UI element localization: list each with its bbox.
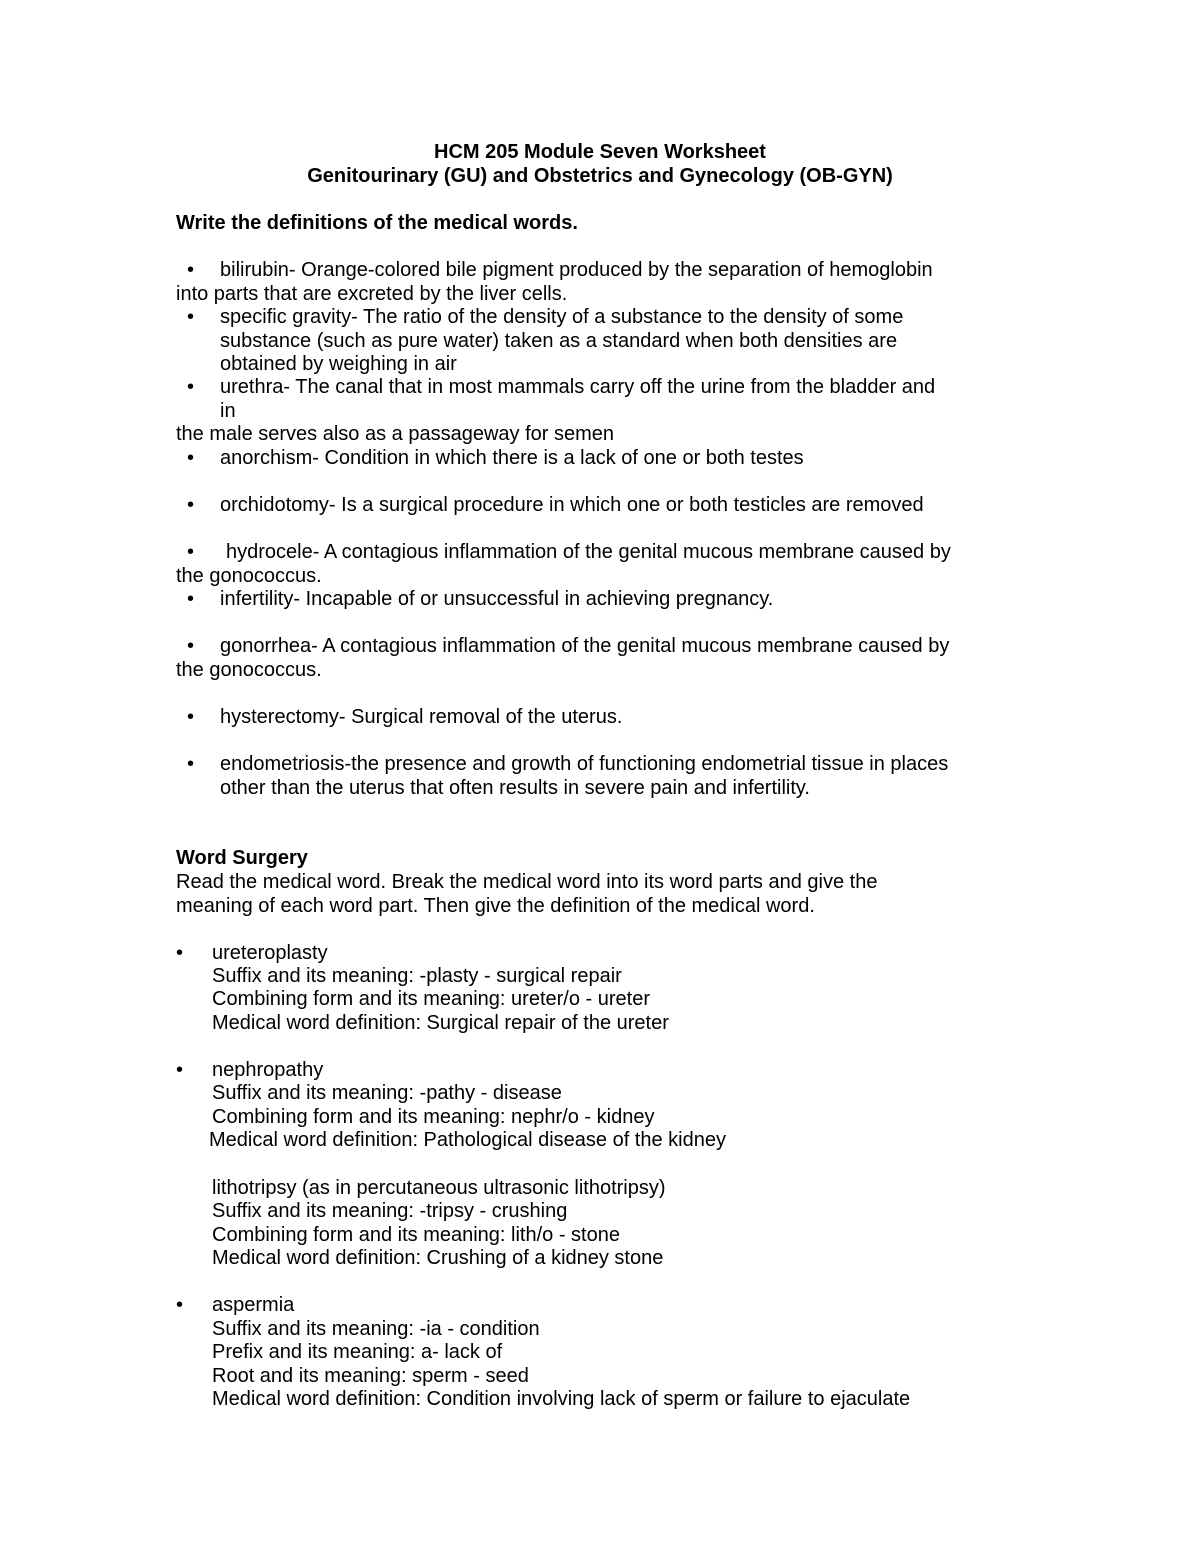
definition-specific-gravity: specific gravity- The ratio of the density of a substance to the density of some [220, 306, 904, 328]
bullet-icon: • [176, 1059, 184, 1081]
definition-anorchism: anorchism- Condition in which there is a lack of one or both testes [220, 447, 804, 469]
definition-hysterectomy: hysterectomy- Surgical removal of the uterus. [220, 706, 623, 728]
word-part-line: Medical word definition: Pathological disease of the kidney [209, 1129, 726, 1151]
bullet-icon: • [187, 635, 195, 657]
word-part-line: Medical word definition: Condition involving lack of sperm or failure to ejaculate [212, 1388, 911, 1410]
bullet-icon: • [176, 1294, 184, 1316]
definition-infertility: infertility- Incapable of or unsuccessful in achieving pregnancy. [220, 588, 774, 610]
bullet-icon: • [187, 706, 195, 728]
word-part-line: Medical word definition: Crushing of a kidney stone [212, 1247, 664, 1269]
word-surgery-instruction: Read the medical word. Break the medical word into its word parts and give the [176, 871, 878, 893]
word-part-line: Prefix and its meaning: a- lack of [212, 1341, 503, 1363]
word-part-line: Medical word definition: Surgical repair of the ureter [212, 1012, 669, 1034]
definition-bilirubin: bilirubin- Orange-colored bile pigment produced by the separation of hemoglobin [220, 259, 933, 281]
definition-bilirubin-cont: into parts that are excreted by the liver cells. [176, 283, 568, 305]
bullet-icon: • [187, 494, 195, 516]
definition-specific-gravity-cont: substance (such as pure water) taken as a standard when both densities are [220, 330, 898, 352]
word-aspermia: aspermia [212, 1294, 295, 1316]
word-part-line: Suffix and its meaning: -pathy - disease [212, 1082, 562, 1104]
word-nephropathy: nephropathy [212, 1059, 324, 1081]
word-part-line: Combining form and its meaning: lith/o - stone [212, 1224, 620, 1246]
bullet-icon: • [176, 942, 184, 964]
bullet-icon: • [187, 753, 195, 775]
definition-gonorrhea-cont: the gonococcus. [176, 659, 322, 681]
definition-urethra: urethra- The canal that in most mammals carry off the urine from the bladder and [220, 376, 936, 398]
word-part-line: Combining form and its meaning: nephr/o - kidney [212, 1106, 655, 1128]
bullet-icon: • [187, 259, 195, 281]
bullet-icon: • [187, 376, 195, 398]
definition-specific-gravity-cont: obtained by weighing in air [220, 353, 457, 375]
word-surgery-heading: Word Surgery [176, 847, 308, 869]
word-ureteroplasty: ureteroplasty [212, 942, 328, 964]
word-part-line: Suffix and its meaning: -tripsy - crushing [212, 1200, 568, 1222]
definition-endometriosis-cont: other than the uterus that often results in severe pain and infertility. [220, 777, 810, 799]
definitions-instruction: Write the definitions of the medical words. [176, 212, 578, 234]
definition-orchidotomy: orchidotomy- Is a surgical procedure in which one or both testicles are removed [220, 494, 924, 516]
definition-hydrocele: hydrocele- A contagious inflammation of the genital mucous membrane caused by [226, 541, 951, 563]
definition-hydrocele-cont: the gonococcus. [176, 565, 322, 587]
word-part-line: Suffix and its meaning: -plasty - surgical repair [212, 965, 622, 987]
word-part-line: Root and its meaning: sperm - seed [212, 1365, 529, 1387]
word-surgery-instruction: meaning of each word part. Then give the definition of the medical word. [176, 895, 815, 917]
definition-urethra-cont: in [220, 400, 236, 422]
word-part-line: Suffix and its meaning: -ia - condition [212, 1318, 540, 1340]
definition-gonorrhea: gonorrhea- A contagious inflammation of the genital mucous membrane caused by [220, 635, 950, 657]
bullet-icon: • [187, 541, 195, 563]
word-part-line: Combining form and its meaning: ureter/o - ureter [212, 988, 650, 1010]
word-lithotripsy: lithotripsy (as in percutaneous ultrasonic lithotripsy) [212, 1177, 666, 1199]
bullet-icon: • [187, 447, 195, 469]
bullet-icon: • [187, 306, 195, 328]
definition-urethra-cont: the male serves also as a passageway for semen [176, 423, 614, 445]
definition-endometriosis: endometriosis-the presence and growth of functioning endometrial tissue in places [220, 753, 949, 775]
page-title: HCM 205 Module Seven Worksheet [434, 141, 766, 163]
bullet-icon: • [187, 588, 195, 610]
page-subtitle: Genitourinary (GU) and Obstetrics and Gynecology (OB-GYN) [307, 165, 893, 187]
